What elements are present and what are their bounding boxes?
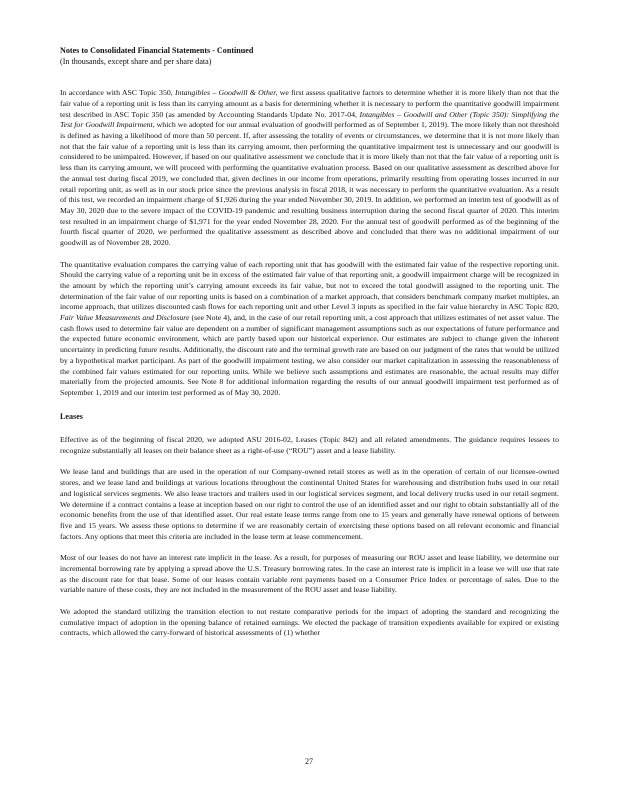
leases-paragraph-1: Effective as of the beginning of fiscal 2020, we adopted ASU 2016-02, Leases (Topic 842) and all related amendments. The guidance requires lessees to recognize substantially all leases on their balance sheet as a right-of-use (“ROU”) asset and a lease liability.: [60, 435, 559, 455]
goodwill-paragraph-2: The quantitative evaluation compares the carrying value of each reporting unit that has goodwill with the estimated fair value of the respective reporting unit. Should the carrying value of a reporting unit be in excess of the estimated fair value of that reporting unit, a goodwill impairment charge will be recognized in the amount by which the reporting unit’s carrying amount exceeds its fair value, but not to exceed the total goodwill assigned to the reporting unit. The determination of the fair value of our reporting units is based on a combination of a market approach, that considers benchmark company market multiples, an income approach, that utilizes discounted cash flows for each reporting unit and other Level 3 inputs as specified in the fair value hierarchy in ASC Topic 820, Fair Value Measurements and Disclosure (see Note 4), and, in the case of our retail reporting unit, a cost approach that utilizes estimates of net asset value. The cash flows used to determine fair value are dependent on a number of significant management assumptions such as our expectations of future performance and the expected future economic environment, which are partly based upon our historical experience. Our estimates are subject to change given the inherent uncertainty in predicting future results. Additionally, the discount rate and the terminal growth rate are based on our judgment of the rates that would be utilized by a hypothetical market participant. As part of the goodwill impairment testing, we also consider our market capitalization in assessing the reasonableness of the combined fair values estimated for our reporting units. While we believe such assumptions and estimates are reasonable, the actual results may differ materially from the projected amounts. See Note 8 for additional information regarding the results of our annual goodwill impairment test performed as of September 1, 2019 and our interim test performed as of May 30, 2020.: [60, 259, 559, 397]
leases-heading: Leases: [60, 411, 83, 421]
page-number: 27: [305, 757, 313, 766]
goodwill-paragraph-1: In accordance with ASC Topic 350, Intangibles – Goodwill & Other, we first assess qualitative factors to determine whether it is more likely than not that the fair value of a reporting unit is less than its carrying amount as a basis for determining whether it is necessary to perform the quantitative goodwill impairment test described in ASC Topic 350 (as amended by Accounting Standards Update No. 2017-04, Intangibles – Goodwill and Other (Topic 350): Simplifying the Test for Goodwill Impairment, which we adopted for our annual evaluation of goodwill performed as of September 1, 2019). The more likely than not threshold is defined as having a likelihood of more than 50 percent. If, after assessing the totality of events or circumstances, we determine that it is not more likely than not that the fair value of a reporting unit is less than its carrying amount, then performing the quantitative impairment test is unnecessary and our goodwill is considered to be unimpaired. However, if based on our qualitative assessment we conclude that it is more likely than not that the fair value of a reporting unit is less than its carrying amount, we will proceed with performing the quantitative evaluation process. Based on our qualitative assessment as described above for the annual test during fiscal 2019, we concluded that, given declines in our income from operations, primarily resulting from operating losses incurred in our retail reporting unit, as well as in our stock price since the previous analysis in fiscal 2018, it was necessary to perform the quantitative evaluation. As a result of this test, we recorded an impairment charge of $1,926 during the year ended November 30, 2019. In addition, we performed an interim test of goodwill as of May 30, 2020 due to the severe impact of the COVID-19 pandemic and resulting business interruption during the second fiscal quarter of 2020. This interim test resulted in an impairment charge of $1,971 for the year ended November 28, 2020. For the annual test of goodwill performed as of the beginning of the fourth fiscal quarter of 2020, we performed the qualitative assessment as described above and concluded that there was no additional impairment of our goodwill as of November 28, 2020.: [60, 88, 559, 248]
units-note: (In thousands, except share and per share data): [60, 56, 212, 66]
notes-title: Notes to Consolidated Financial Statements - Continued: [60, 46, 254, 55]
leases-paragraph-2: We lease land and buildings that are used in the operation of our Company-owned retail stores as well as in the operation of certain of our licensee-owned stores, and we lease land and buildings at various locations throughout the continental United States for warehousing and distribution hubs used in our retail and logistical services segments. We also lease tractors and trailers used in our logistical services segment, and local delivery trucks used in our retail segment. We determine if a contract contains a lease at inception based on our right to control the use of an identified asset and our right to obtain substantially all of the economic benefits from the use of that identified asset. Our real estate lease terms range from one to 15 years and generally have renewal options of between five and 15 years. We assess these options to determine if we are reasonably certain of exercising these options based on all relevant economic and financial factors. Any options that meet this criteria are included in the lease term at lease commencement.: [60, 467, 559, 541]
leases-paragraph-3: Most of our leases do not have an interest rate implicit in the lease. As a result, for purposes of measuring our ROU asset and lease liability, we determine our incremental borrowing rate by applying a spread above the U.S. Treasury borrowing rates. In the case an interest rate is implicit in a lease we will use that rate as the discount rate for that lease. Some of our leases contain variable rent payments based on a Consumer Price Index or percentage of sales. Due to the variable nature of these costs, they are not included in the measurement of the ROU asset and lease liability.: [60, 553, 559, 595]
document-page: [60, 46, 559, 639]
leases-paragraph-4: We adopted the standard utilizing the transition election to not restate comparative periods for the impact of adopting the standard and recognizing the cumulative impact of adoption in the opening balance of retained earnings. We elected the package of transition expedients available for expired or existing contracts, which allowed the carry-forward of historical assessments of (1) whether: [60, 606, 559, 638]
